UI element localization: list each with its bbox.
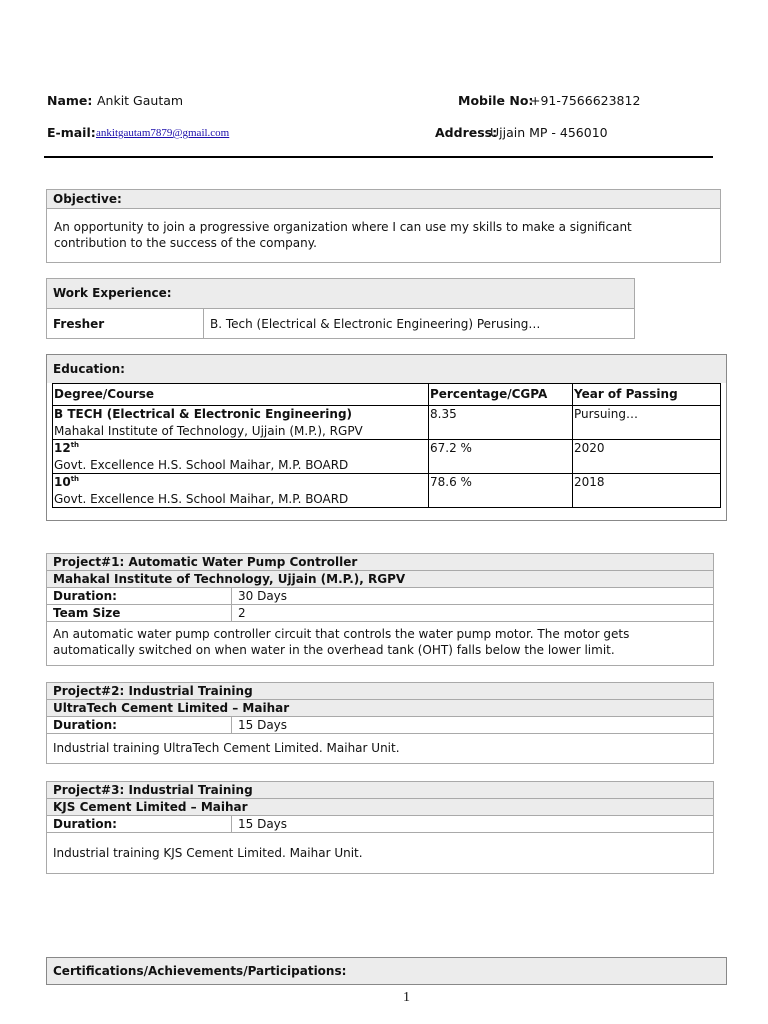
page-number: 1: [403, 990, 410, 1005]
project-3-duration-label: Duration:: [47, 816, 232, 832]
certifications-section: [46, 957, 727, 985]
work-experience-section: [46, 278, 635, 339]
project-1-team-row: [47, 605, 713, 622]
education-section: [46, 354, 727, 521]
certifications-title: Certifications/Achievements/Participations:: [47, 958, 726, 984]
email-label: E-mail:: [47, 125, 96, 140]
name-value: Ankit Gautam: [97, 93, 184, 108]
project-1-duration-row: [47, 588, 713, 605]
education-institute: Mahakal Institute of Technology, Ujjain (M.P.), RGPV: [54, 423, 363, 438]
education-institute: Govt. Excellence H.S. School Maihar, M.P. BOARD: [54, 491, 349, 506]
year-header: Year of Passing: [573, 384, 721, 406]
education-degree-sup: th: [70, 475, 80, 483]
project-1-description: An automatic water pump controller circuit that controls the water pump motor. The motor gets automatically switched on when water in the overhead tank (OHT) falls below the lower limit.: [53, 627, 630, 657]
address-label: Address:: [435, 125, 498, 140]
education-score: 78.6 %: [429, 474, 573, 508]
project-1-team: 2: [238, 606, 246, 620]
education-row: [53, 474, 721, 508]
percentage-header: Percentage/CGPA: [429, 384, 573, 406]
project-1-title: Project#1: Automatic Water Pump Controller: [47, 554, 713, 571]
project-2-org: UltraTech Cement Limited – Maihar: [47, 700, 713, 717]
education-score: 8.35: [429, 406, 573, 440]
project-2-description: Industrial training UltraTech Cement Limited. Maihar Unit.: [53, 741, 400, 755]
education-year: 2018: [573, 474, 721, 508]
education-institute: Govt. Excellence H.S. School Maihar, M.P. BOARD: [54, 457, 349, 472]
objective-title: Objective:: [47, 190, 720, 209]
header-divider: [44, 156, 713, 158]
work-experience-value: B. Tech (Electrical & Electronic Engineering) Perusing…: [210, 317, 541, 331]
education-row: [53, 440, 721, 474]
education-year: 2020: [573, 440, 721, 474]
project-2-section: [46, 682, 714, 764]
mobile-value: +91-7566623812: [530, 93, 641, 108]
education-degree: 10th: [54, 475, 80, 489]
project-3-duration-row: [47, 816, 713, 833]
project-1-team-label: Team Size: [47, 605, 232, 621]
project-3-org: KJS Cement Limited – Maihar: [47, 799, 713, 816]
project-1-org: Mahakal Institute of Technology, Ujjain (M.P.), RGPV: [47, 571, 713, 588]
name-label: Name:: [47, 93, 93, 108]
project-2-duration-row: [47, 717, 713, 734]
project-2-duration: 15 Days: [238, 718, 288, 732]
degree-header: Degree/Course: [53, 384, 429, 406]
education-title: Education:: [47, 355, 726, 383]
objective-section: [46, 189, 721, 263]
education-degree-cell: [53, 440, 429, 474]
address-value: Ujjain MP - 456010: [490, 125, 608, 140]
work-experience-label: Fresher: [47, 309, 204, 338]
education-degree: 12th: [54, 441, 80, 455]
education-header-row: [53, 384, 721, 406]
project-3-description: Industrial training KJS Cement Limited. Maihar Unit.: [53, 846, 363, 860]
mobile-label: Mobile No:: [458, 93, 534, 108]
project-1-duration-label: Duration:: [47, 588, 232, 604]
education-table: [52, 383, 721, 508]
project-2-title: Project#2: Industrial Training: [47, 683, 713, 700]
education-score: 67.2 %: [429, 440, 573, 474]
education-row: [53, 406, 721, 440]
work-experience-title: Work Experience:: [47, 279, 634, 309]
email-link[interactable]: ankitgautam7879@gmail.com: [96, 127, 230, 139]
project-1-duration: 30 Days: [238, 589, 288, 603]
education-degree: B TECH (Electrical & Electronic Engineering): [54, 407, 353, 421]
project-3-section: [46, 781, 714, 874]
project-2-duration-label: Duration:: [47, 717, 232, 733]
education-degree-sup: th: [70, 441, 80, 449]
project-1-section: [46, 553, 714, 666]
project-3-title: Project#3: Industrial Training: [47, 782, 713, 799]
education-year: Pursuing…: [573, 406, 721, 440]
project-3-duration: 15 Days: [238, 817, 288, 831]
education-degree-cell: [53, 406, 429, 440]
objective-text: An opportunity to join a progressive organization where I can use my skills to make a significant contribution to the success of the company.: [54, 220, 632, 250]
education-degree-cell: [53, 474, 429, 508]
